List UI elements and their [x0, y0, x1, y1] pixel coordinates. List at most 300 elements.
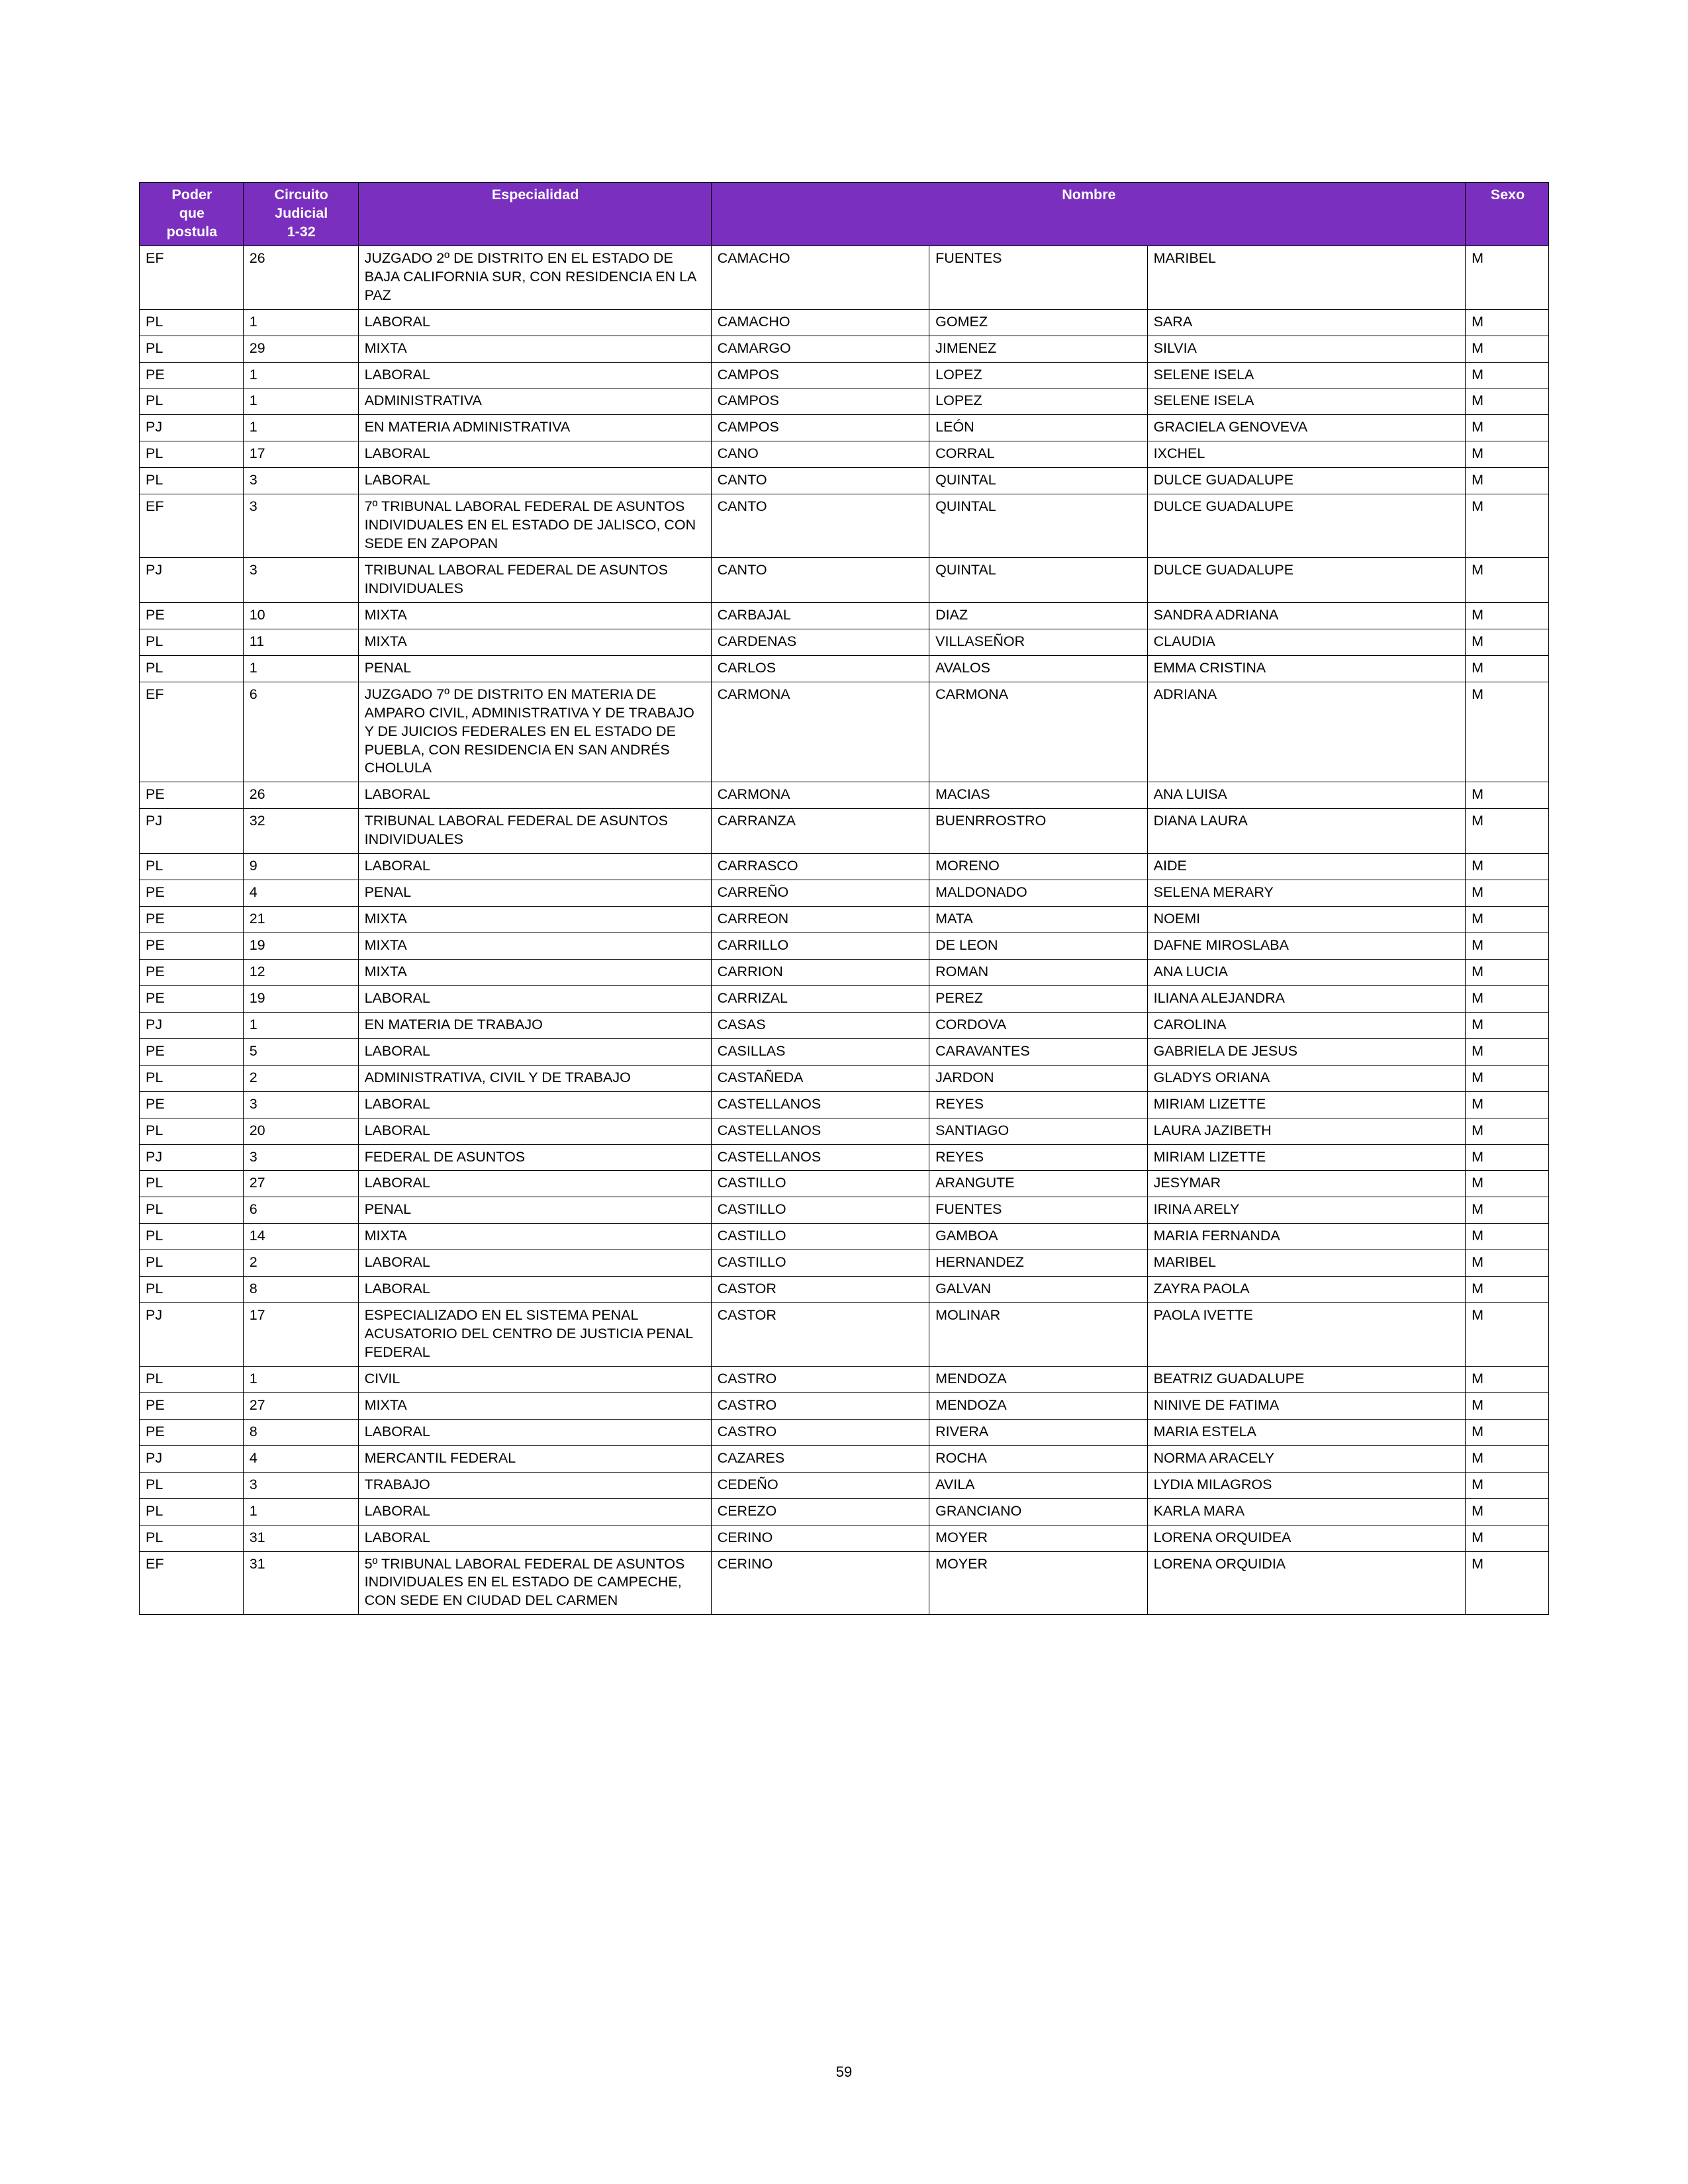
- cell-nombre: IRINA ARELY: [1147, 1197, 1466, 1224]
- poder-line3: postula: [166, 223, 218, 240]
- cell-circuito: 3: [243, 558, 358, 603]
- cell-circuito: 19: [243, 933, 358, 960]
- cell-nombre: ANA LUCIA: [1147, 959, 1466, 985]
- cell-nombre: CAROLINA: [1147, 1012, 1466, 1038]
- column-header-circuito: [243, 183, 358, 246]
- cell-apellido-materno: CORRAL: [929, 441, 1147, 468]
- table-row: [140, 1091, 1549, 1118]
- cell-apellido-materno: SANTIAGO: [929, 1118, 1147, 1144]
- cell-apellido-materno: FUENTES: [929, 1197, 1147, 1224]
- cell-circuito: 1: [243, 1498, 358, 1525]
- table-row: [140, 1012, 1549, 1038]
- table-row: [140, 415, 1549, 441]
- cell-especialidad: EN MATERIA DE TRABAJO: [358, 1012, 711, 1038]
- cell-sexo: M: [1466, 1118, 1549, 1144]
- cell-especialidad: PENAL: [358, 880, 711, 907]
- table-row: [140, 1366, 1549, 1392]
- cell-nombre: BEATRIZ GUADALUPE: [1147, 1366, 1466, 1392]
- cell-poder: PE: [140, 602, 244, 629]
- cell-apellido-materno: MENDOZA: [929, 1392, 1147, 1419]
- table-row: [140, 959, 1549, 985]
- cell-apellido-materno: MALDONADO: [929, 880, 1147, 907]
- cell-apellido-materno: GRANCIANO: [929, 1498, 1147, 1525]
- cell-nombre: LYDIA MILAGROS: [1147, 1472, 1466, 1498]
- cell-circuito: 4: [243, 1445, 358, 1472]
- cell-circuito: 17: [243, 441, 358, 468]
- cell-especialidad: LABORAL: [358, 1419, 711, 1445]
- cell-apellido-paterno: CERINO: [711, 1551, 929, 1615]
- cell-especialidad: LABORAL: [358, 1277, 711, 1303]
- cell-apellido-paterno: CARRILLO: [711, 933, 929, 960]
- table-row: [140, 1445, 1549, 1472]
- cell-sexo: M: [1466, 468, 1549, 494]
- cell-nombre: NORMA ARACELY: [1147, 1445, 1466, 1472]
- cell-apellido-materno: REYES: [929, 1091, 1147, 1118]
- cell-apellido-paterno: CASTILLO: [711, 1224, 929, 1250]
- cell-apellido-paterno: CASTILLO: [711, 1250, 929, 1277]
- cell-apellido-paterno: CAMPOS: [711, 415, 929, 441]
- cell-nombre: MARIA FERNANDA: [1147, 1224, 1466, 1250]
- cell-especialidad: ADMINISTRATIVA: [358, 388, 711, 415]
- cell-apellido-paterno: CARLOS: [711, 655, 929, 682]
- cell-especialidad: LABORAL: [358, 309, 711, 336]
- cell-nombre: CLAUDIA: [1147, 629, 1466, 655]
- cell-circuito: 9: [243, 854, 358, 880]
- cell-sexo: M: [1466, 1012, 1549, 1038]
- cell-nombre: ZAYRA PAOLA: [1147, 1277, 1466, 1303]
- cell-especialidad: ESPECIALIZADO EN EL SISTEMA PENAL ACUSATORIO DEL CENTRO DE JUSTICIA PENAL FEDERAL: [358, 1303, 711, 1367]
- table-row: [140, 782, 1549, 809]
- column-header-poder: [140, 183, 244, 246]
- cell-especialidad: MIXTA: [358, 959, 711, 985]
- table-row: [140, 854, 1549, 880]
- cell-circuito: 8: [243, 1277, 358, 1303]
- cell-nombre: DULCE GUADALUPE: [1147, 558, 1466, 603]
- table-header: [140, 183, 1549, 246]
- cell-circuito: 6: [243, 682, 358, 782]
- cell-poder: PE: [140, 985, 244, 1012]
- column-header-sexo: Sexo: [1466, 183, 1549, 246]
- cell-especialidad: MIXTA: [358, 1392, 711, 1419]
- cell-nombre: AIDE: [1147, 854, 1466, 880]
- cell-especialidad: FEDERAL DE ASUNTOS: [358, 1144, 711, 1171]
- cell-poder: PE: [140, 1091, 244, 1118]
- cell-apellido-materno: CORDOVA: [929, 1012, 1147, 1038]
- cell-circuito: 3: [243, 468, 358, 494]
- cell-sexo: M: [1466, 602, 1549, 629]
- cell-apellido-materno: CARMONA: [929, 682, 1147, 782]
- cell-sexo: M: [1466, 362, 1549, 388]
- cell-especialidad: LABORAL: [358, 1498, 711, 1525]
- cell-apellido-paterno: CASTRO: [711, 1392, 929, 1419]
- cell-apellido-materno: GAMBOA: [929, 1224, 1147, 1250]
- cell-especialidad: PENAL: [358, 1197, 711, 1224]
- cell-sexo: M: [1466, 959, 1549, 985]
- cell-circuito: 11: [243, 629, 358, 655]
- cell-especialidad: 5º TRIBUNAL LABORAL FEDERAL DE ASUNTOS INDIVIDUALES EN EL ESTADO DE CAMPECHE, CON SEDE EN CIUDAD DEL CARMEN: [358, 1551, 711, 1615]
- cell-poder: PL: [140, 1472, 244, 1498]
- cell-circuito: 3: [243, 1091, 358, 1118]
- cell-apellido-paterno: CARREON: [711, 907, 929, 933]
- cell-apellido-materno: LEÓN: [929, 415, 1147, 441]
- cell-nombre: NOEMI: [1147, 907, 1466, 933]
- cell-nombre: MIRIAM LIZETTE: [1147, 1091, 1466, 1118]
- table-row: [140, 1472, 1549, 1498]
- cell-poder: PE: [140, 362, 244, 388]
- cell-apellido-materno: MENDOZA: [929, 1366, 1147, 1392]
- cell-apellido-materno: MOLINAR: [929, 1303, 1147, 1367]
- cell-sexo: M: [1466, 629, 1549, 655]
- cell-poder: PL: [140, 1118, 244, 1144]
- cell-circuito: 3: [243, 1472, 358, 1498]
- cell-poder: PE: [140, 959, 244, 985]
- cell-circuito: 26: [243, 782, 358, 809]
- table-row: [140, 1551, 1549, 1615]
- cell-nombre: KARLA MARA: [1147, 1498, 1466, 1525]
- cell-apellido-materno: JIMENEZ: [929, 336, 1147, 362]
- cell-apellido-paterno: CAMARGO: [711, 336, 929, 362]
- cell-especialidad: LABORAL: [358, 1091, 711, 1118]
- cell-apellido-paterno: CASTELLANOS: [711, 1118, 929, 1144]
- cell-especialidad: MIXTA: [358, 1224, 711, 1250]
- cell-especialidad: LABORAL: [358, 782, 711, 809]
- cell-poder: PL: [140, 1277, 244, 1303]
- cell-especialidad: JUZGADO 2º DE DISTRITO EN EL ESTADO DE BAJA CALIFORNIA SUR, CON RESIDENCIA EN LA PAZ: [358, 246, 711, 309]
- cell-apellido-paterno: CASAS: [711, 1012, 929, 1038]
- cell-poder: PL: [140, 468, 244, 494]
- cell-apellido-paterno: CERINO: [711, 1525, 929, 1551]
- cell-sexo: M: [1466, 1366, 1549, 1392]
- cell-poder: PL: [140, 1525, 244, 1551]
- cell-poder: PE: [140, 1038, 244, 1065]
- cell-circuito: 8: [243, 1419, 358, 1445]
- circuito-line2: Judicial: [275, 205, 328, 221]
- cell-apellido-materno: VILLASEÑOR: [929, 629, 1147, 655]
- cell-circuito: 1: [243, 362, 358, 388]
- cell-circuito: 1: [243, 1366, 358, 1392]
- cell-sexo: M: [1466, 1303, 1549, 1367]
- cell-circuito: 10: [243, 602, 358, 629]
- cell-apellido-paterno: CARMONA: [711, 782, 929, 809]
- cell-apellido-materno: MACIAS: [929, 782, 1147, 809]
- cell-sexo: M: [1466, 1065, 1549, 1091]
- cell-apellido-paterno: CASTELLANOS: [711, 1091, 929, 1118]
- cell-sexo: M: [1466, 880, 1549, 907]
- cell-apellido-paterno: CARRASCO: [711, 854, 929, 880]
- cell-poder: PJ: [140, 415, 244, 441]
- cell-especialidad: CIVIL: [358, 1366, 711, 1392]
- poder-line2: que: [179, 205, 205, 221]
- cell-poder: PL: [140, 1250, 244, 1277]
- table-row: [140, 1250, 1549, 1277]
- cell-sexo: M: [1466, 494, 1549, 558]
- cell-apellido-materno: RIVERA: [929, 1419, 1147, 1445]
- cell-nombre: DAFNE MIROSLABA: [1147, 933, 1466, 960]
- cell-sexo: M: [1466, 1250, 1549, 1277]
- cell-apellido-paterno: CAMACHO: [711, 246, 929, 309]
- cell-nombre: GABRIELA DE JESUS: [1147, 1038, 1466, 1065]
- cell-sexo: M: [1466, 1445, 1549, 1472]
- cell-nombre: GLADYS ORIANA: [1147, 1065, 1466, 1091]
- cell-sexo: M: [1466, 1038, 1549, 1065]
- cell-especialidad: LABORAL: [358, 985, 711, 1012]
- cell-poder: PE: [140, 907, 244, 933]
- cell-circuito: 19: [243, 985, 358, 1012]
- cell-apellido-materno: FUENTES: [929, 246, 1147, 309]
- cell-sexo: M: [1466, 782, 1549, 809]
- cell-apellido-materno: MATA: [929, 907, 1147, 933]
- cell-poder: PJ: [140, 1144, 244, 1171]
- cell-especialidad: MERCANTIL FEDERAL: [358, 1445, 711, 1472]
- cell-sexo: M: [1466, 246, 1549, 309]
- cell-poder: PL: [140, 1197, 244, 1224]
- cell-nombre: IXCHEL: [1147, 441, 1466, 468]
- cell-sexo: M: [1466, 1091, 1549, 1118]
- table-row: [140, 441, 1549, 468]
- cell-circuito: 1: [243, 415, 358, 441]
- cell-especialidad: TRIBUNAL LABORAL FEDERAL DE ASUNTOS INDIVIDUALES: [358, 809, 711, 854]
- cell-especialidad: LABORAL: [358, 854, 711, 880]
- table-row: [140, 1038, 1549, 1065]
- cell-apellido-materno: GOMEZ: [929, 309, 1147, 336]
- cell-circuito: 1: [243, 388, 358, 415]
- cell-nombre: SANDRA ADRIANA: [1147, 602, 1466, 629]
- poder-line1: Poder: [171, 187, 212, 203]
- cell-poder: PL: [140, 388, 244, 415]
- cell-sexo: M: [1466, 809, 1549, 854]
- cell-poder: PL: [140, 655, 244, 682]
- cell-apellido-paterno: CARMONA: [711, 682, 929, 782]
- cell-circuito: 31: [243, 1525, 358, 1551]
- cell-sexo: M: [1466, 336, 1549, 362]
- cell-sexo: M: [1466, 1419, 1549, 1445]
- cell-especialidad: TRABAJO: [358, 1472, 711, 1498]
- cell-sexo: M: [1466, 1277, 1549, 1303]
- cell-apellido-paterno: CAMACHO: [711, 309, 929, 336]
- cell-poder: PE: [140, 1392, 244, 1419]
- column-header-especialidad: Especialidad: [358, 183, 711, 246]
- cell-circuito: 27: [243, 1392, 358, 1419]
- cell-apellido-materno: MORENO: [929, 854, 1147, 880]
- cell-poder: PE: [140, 782, 244, 809]
- table-row: [140, 907, 1549, 933]
- cell-sexo: M: [1466, 1525, 1549, 1551]
- table-row: [140, 1303, 1549, 1367]
- cell-circuito: 6: [243, 1197, 358, 1224]
- cell-apellido-paterno: CASTRO: [711, 1419, 929, 1445]
- column-header-nombre: Nombre: [711, 183, 1465, 246]
- cell-circuito: 17: [243, 1303, 358, 1367]
- table-row: [140, 880, 1549, 907]
- cell-apellido-paterno: CEREZO: [711, 1498, 929, 1525]
- cell-apellido-materno: QUINTAL: [929, 494, 1147, 558]
- cell-apellido-materno: LOPEZ: [929, 388, 1147, 415]
- cell-apellido-materno: REYES: [929, 1144, 1147, 1171]
- cell-apellido-materno: MOYER: [929, 1525, 1147, 1551]
- cell-nombre: LAURA JAZIBETH: [1147, 1118, 1466, 1144]
- cell-apellido-paterno: CARRION: [711, 959, 929, 985]
- cell-sexo: M: [1466, 1498, 1549, 1525]
- table-row: [140, 655, 1549, 682]
- cell-nombre: LORENA ORQUIDIA: [1147, 1551, 1466, 1615]
- cell-especialidad: TRIBUNAL LABORAL FEDERAL DE ASUNTOS INDIVIDUALES: [358, 558, 711, 603]
- cell-sexo: M: [1466, 415, 1549, 441]
- cell-circuito: 3: [243, 1144, 358, 1171]
- cell-sexo: M: [1466, 558, 1549, 603]
- cell-circuito: 32: [243, 809, 358, 854]
- cell-poder: PL: [140, 336, 244, 362]
- table-row: [140, 1392, 1549, 1419]
- table-row: [140, 1065, 1549, 1091]
- cell-poder: PJ: [140, 558, 244, 603]
- cell-especialidad: LABORAL: [358, 1525, 711, 1551]
- cell-apellido-paterno: CEDEÑO: [711, 1472, 929, 1498]
- cell-poder: PL: [140, 441, 244, 468]
- table-row: [140, 602, 1549, 629]
- cell-nombre: SARA: [1147, 309, 1466, 336]
- cell-nombre: SELENA MERARY: [1147, 880, 1466, 907]
- cell-sexo: M: [1466, 1472, 1549, 1498]
- cell-nombre: SILVIA: [1147, 336, 1466, 362]
- table-row: [140, 1498, 1549, 1525]
- table-row: [140, 1419, 1549, 1445]
- cell-sexo: M: [1466, 1171, 1549, 1197]
- cell-circuito: 27: [243, 1171, 358, 1197]
- cell-sexo: M: [1466, 933, 1549, 960]
- cell-especialidad: MIXTA: [358, 907, 711, 933]
- cell-especialidad: 7º TRIBUNAL LABORAL FEDERAL DE ASUNTOS INDIVIDUALES EN EL ESTADO DE JALISCO, CON SEDE EN ZAPOPAN: [358, 494, 711, 558]
- table-row: [140, 1277, 1549, 1303]
- cell-circuito: 12: [243, 959, 358, 985]
- cell-apellido-materno: HERNANDEZ: [929, 1250, 1147, 1277]
- cell-sexo: M: [1466, 854, 1549, 880]
- cell-nombre: DIANA LAURA: [1147, 809, 1466, 854]
- cell-poder: EF: [140, 682, 244, 782]
- table-row: [140, 1144, 1549, 1171]
- cell-poder: PL: [140, 1366, 244, 1392]
- cell-circuito: 1: [243, 655, 358, 682]
- cell-especialidad: MIXTA: [358, 602, 711, 629]
- cell-circuito: 29: [243, 336, 358, 362]
- table-row: [140, 933, 1549, 960]
- cell-apellido-paterno: CANTO: [711, 468, 929, 494]
- cell-poder: PJ: [140, 1445, 244, 1472]
- table-row: [140, 336, 1549, 362]
- cell-especialidad: LABORAL: [358, 1250, 711, 1277]
- cell-poder: PJ: [140, 1012, 244, 1038]
- cell-sexo: M: [1466, 388, 1549, 415]
- table-row: [140, 468, 1549, 494]
- cell-nombre: PAOLA IVETTE: [1147, 1303, 1466, 1367]
- cell-apellido-paterno: CARRIZAL: [711, 985, 929, 1012]
- cell-apellido-materno: ROMAN: [929, 959, 1147, 985]
- cell-circuito: 4: [243, 880, 358, 907]
- cell-poder: PL: [140, 629, 244, 655]
- cell-apellido-paterno: CASTOR: [711, 1303, 929, 1367]
- cell-sexo: M: [1466, 907, 1549, 933]
- cell-nombre: ANA LUISA: [1147, 782, 1466, 809]
- cell-apellido-materno: ARANGUTE: [929, 1171, 1147, 1197]
- cell-apellido-materno: LOPEZ: [929, 362, 1147, 388]
- cell-nombre: MARIBEL: [1147, 246, 1466, 309]
- cell-apellido-paterno: CAMPOS: [711, 362, 929, 388]
- cell-apellido-paterno: CASTOR: [711, 1277, 929, 1303]
- cell-apellido-paterno: CARRANZA: [711, 809, 929, 854]
- cell-poder: PL: [140, 309, 244, 336]
- cell-circuito: 3: [243, 494, 358, 558]
- cell-poder: EF: [140, 1551, 244, 1615]
- cell-poder: PJ: [140, 809, 244, 854]
- cell-sexo: M: [1466, 655, 1549, 682]
- cell-apellido-materno: QUINTAL: [929, 468, 1147, 494]
- page-number: 59: [835, 2064, 853, 2080]
- cell-apellido-paterno: CASTAÑEDA: [711, 1065, 929, 1091]
- cell-especialidad: MIXTA: [358, 336, 711, 362]
- cell-apellido-paterno: CARBAJAL: [711, 602, 929, 629]
- cell-sexo: M: [1466, 1144, 1549, 1171]
- cell-circuito: 2: [243, 1250, 358, 1277]
- cell-apellido-paterno: CARDENAS: [711, 629, 929, 655]
- cell-nombre: MARIBEL: [1147, 1250, 1466, 1277]
- cell-apellido-paterno: CAMPOS: [711, 388, 929, 415]
- cell-circuito: 31: [243, 1551, 358, 1615]
- cell-circuito: 21: [243, 907, 358, 933]
- cell-especialidad: LABORAL: [358, 362, 711, 388]
- cell-especialidad: LABORAL: [358, 1038, 711, 1065]
- cell-apellido-paterno: CANO: [711, 441, 929, 468]
- cell-especialidad: LABORAL: [358, 1171, 711, 1197]
- cell-sexo: M: [1466, 1551, 1549, 1615]
- cell-apellido-paterno: CASTELLANOS: [711, 1144, 929, 1171]
- cell-nombre: GRACIELA GENOVEVA: [1147, 415, 1466, 441]
- cell-poder: PL: [140, 1498, 244, 1525]
- cell-nombre: MIRIAM LIZETTE: [1147, 1144, 1466, 1171]
- cell-apellido-materno: GALVAN: [929, 1277, 1147, 1303]
- cell-sexo: M: [1466, 441, 1549, 468]
- cell-sexo: M: [1466, 1224, 1549, 1250]
- cell-poder: PL: [140, 1171, 244, 1197]
- cell-nombre: DULCE GUADALUPE: [1147, 494, 1466, 558]
- cell-especialidad: MIXTA: [358, 629, 711, 655]
- cell-apellido-materno: DIAZ: [929, 602, 1147, 629]
- cell-circuito: 5: [243, 1038, 358, 1065]
- table-row: [140, 362, 1549, 388]
- cell-nombre: ADRIANA: [1147, 682, 1466, 782]
- cell-especialidad: LABORAL: [358, 468, 711, 494]
- cell-especialidad: MIXTA: [358, 933, 711, 960]
- cell-apellido-paterno: CASILLAS: [711, 1038, 929, 1065]
- cell-nombre: SELENE ISELA: [1147, 362, 1466, 388]
- cell-apellido-paterno: CASTRO: [711, 1366, 929, 1392]
- cell-especialidad: EN MATERIA ADMINISTRATIVA: [358, 415, 711, 441]
- cell-circuito: 26: [243, 246, 358, 309]
- table-row: [140, 494, 1549, 558]
- cell-poder: PE: [140, 933, 244, 960]
- cell-apellido-paterno: CARREÑO: [711, 880, 929, 907]
- cell-apellido-paterno: CANTO: [711, 494, 929, 558]
- cell-poder: PE: [140, 880, 244, 907]
- cell-apellido-materno: AVALOS: [929, 655, 1147, 682]
- cell-nombre: SELENE ISELA: [1147, 388, 1466, 415]
- cell-apellido-materno: AVILA: [929, 1472, 1147, 1498]
- cell-especialidad: PENAL: [358, 655, 711, 682]
- cell-nombre: DULCE GUADALUPE: [1147, 468, 1466, 494]
- cell-nombre: LORENA ORQUIDEA: [1147, 1525, 1466, 1551]
- table-body: [140, 246, 1549, 1615]
- table-row: [140, 682, 1549, 782]
- table-row: [140, 1224, 1549, 1250]
- cell-apellido-materno: BUENRROSTRO: [929, 809, 1147, 854]
